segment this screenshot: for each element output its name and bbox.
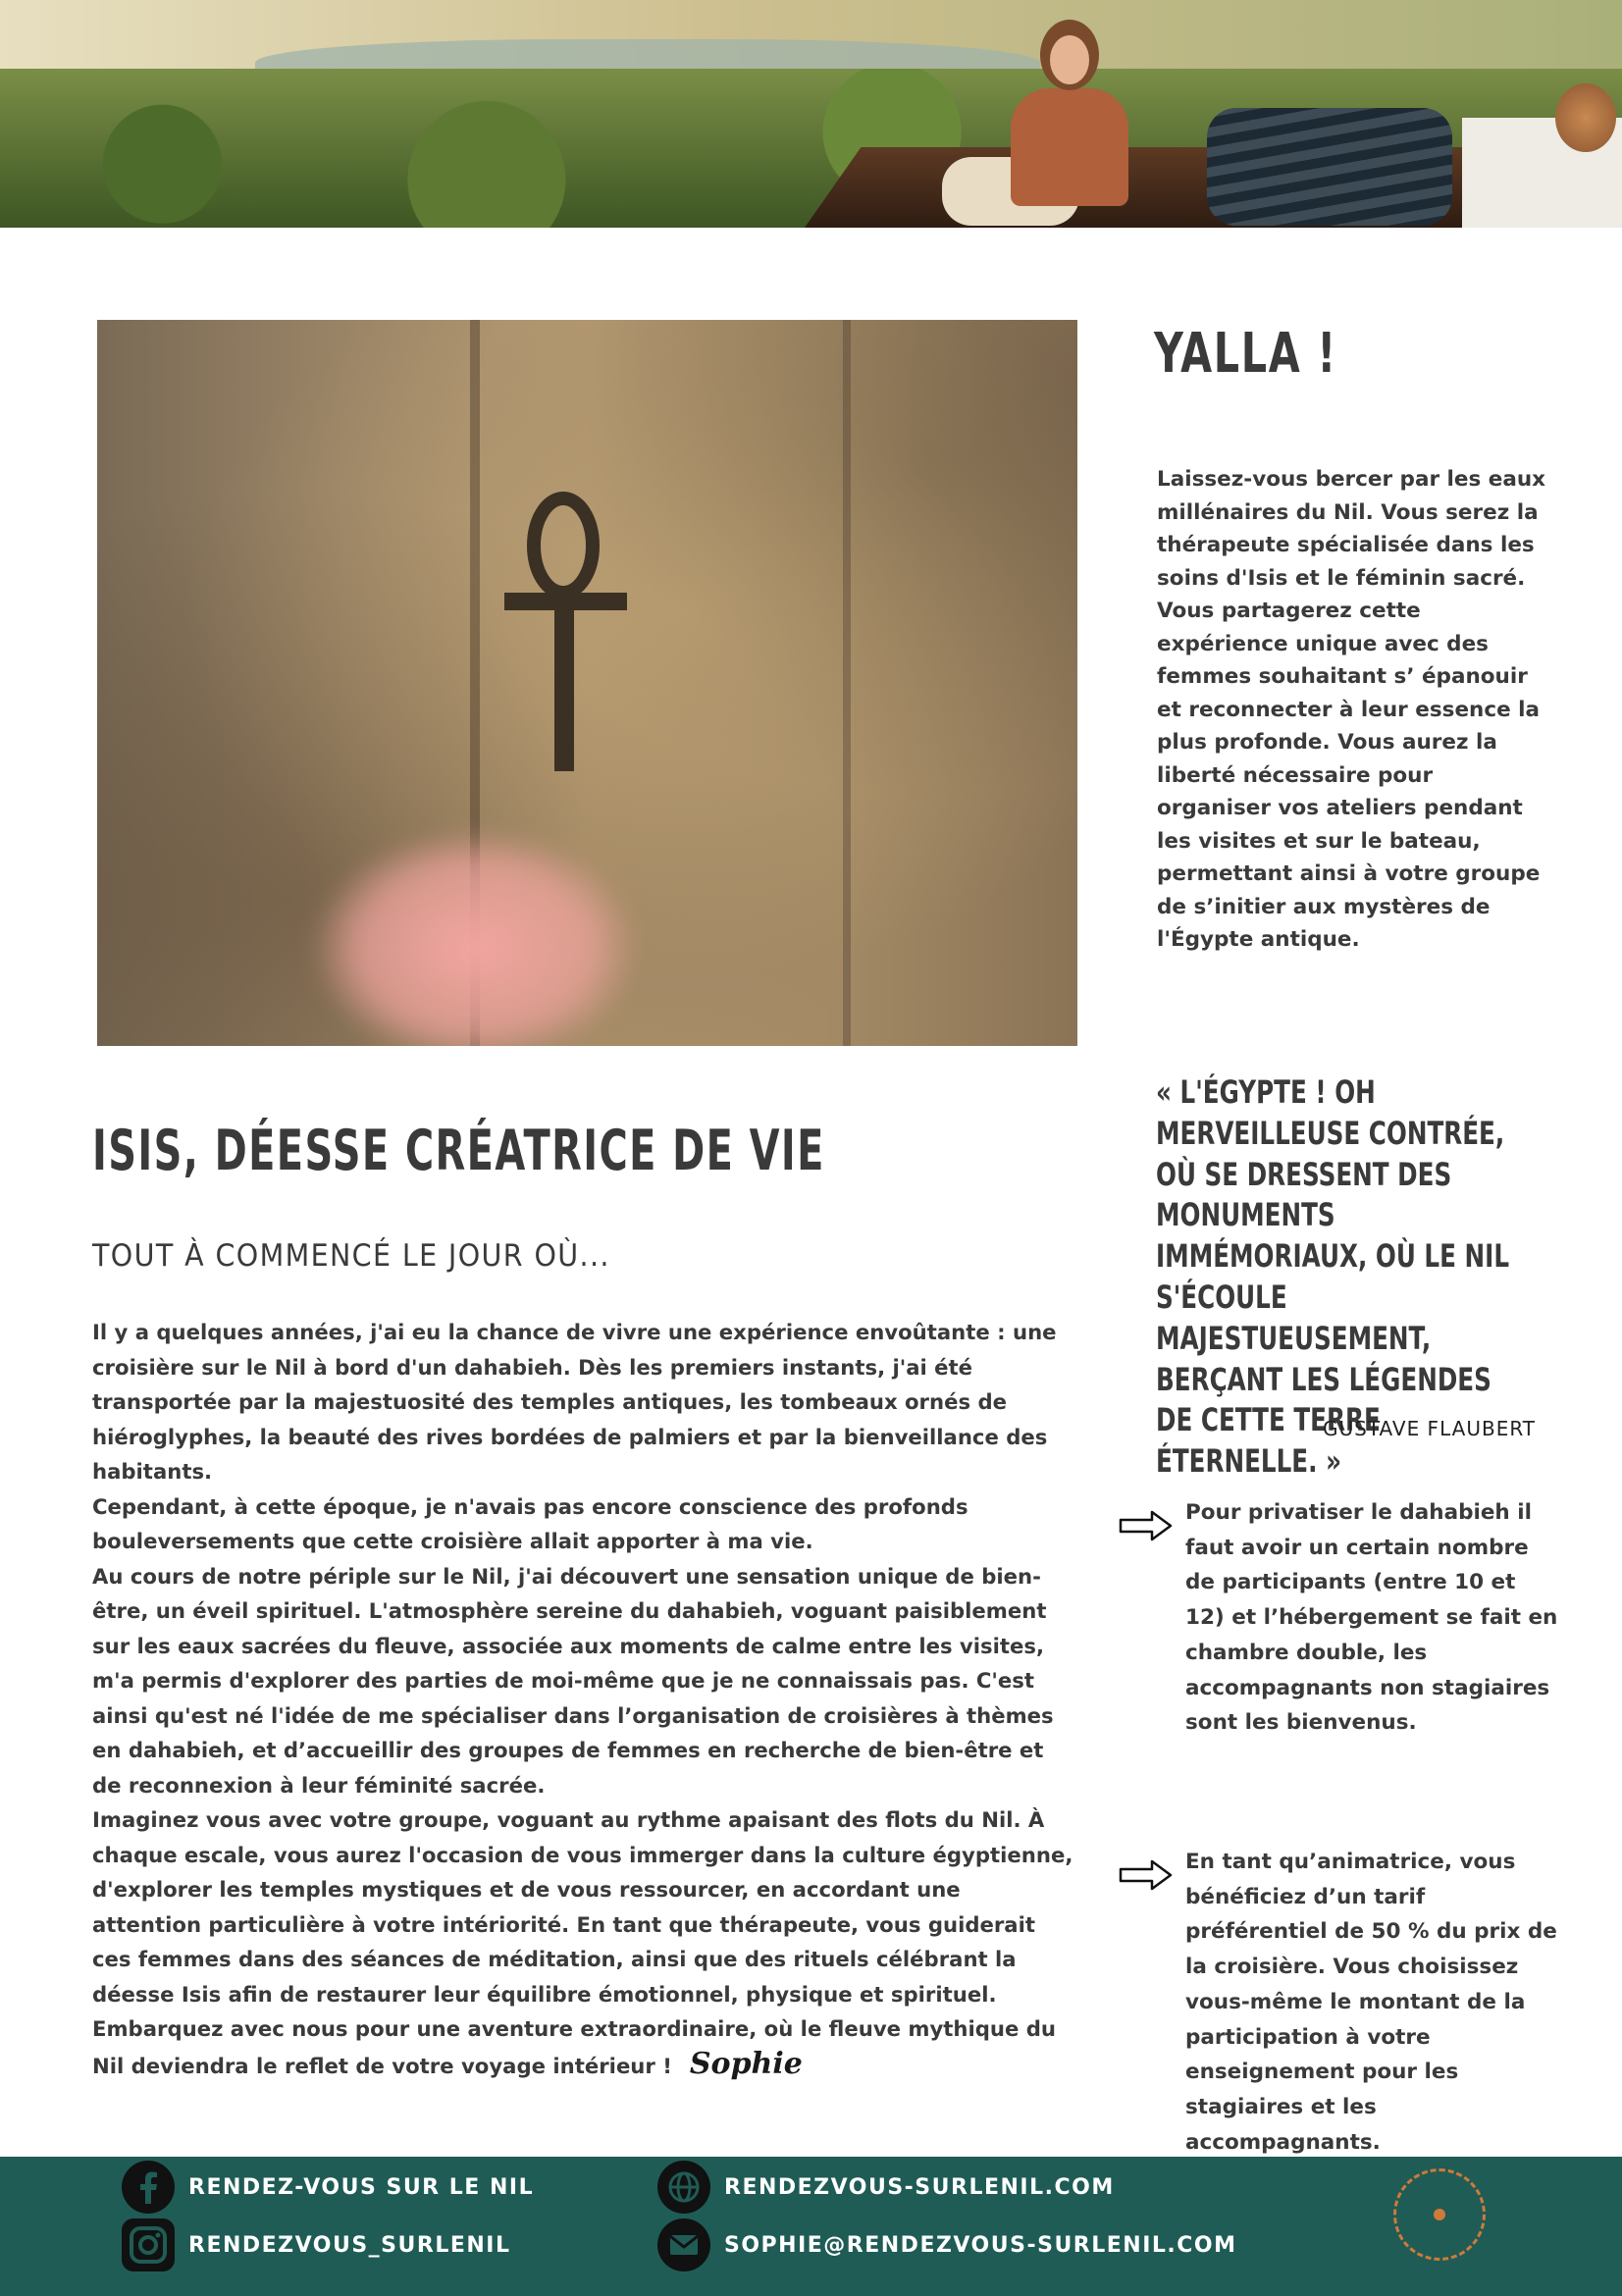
logo-badge <box>1393 2168 1486 2261</box>
ankh-carving <box>499 487 647 781</box>
note-text: En tant qu’animatrice, vous bénéficiez d’un tarif préférentiel de 50 % du prix de la croisière. Vous choisissez vous-même le montant de la participation à votre enseignement pour les stagiaires et les accompagnants. <box>1185 1850 1557 2155</box>
signature: Sophie <box>689 2046 803 2081</box>
article-paragraph: Il y a quelques années, j'ai eu la chance de vivre une expérience envoûtante : une croisière sur le Nil à bord d'un dahabieh. Dès les premiers instants, j'ai été transportée par la majestuosité des temples antiques, les tombeaux ornés de hiéroglyphes, la beauté des rives bordées de palmiers et par la bienveillance des habitants. <box>92 1320 1057 1484</box>
note-text: Pour privatiser le dahabieh il faut avoir un certain nombre de participants (entre 10 et 12) et l’hébergement se fait en chambre double, les accompagnants non stagiaires sont les bienvenus. <box>1185 1500 1558 1736</box>
mail-icon <box>657 2218 710 2271</box>
arrow-right-icon <box>1119 1509 1174 1542</box>
article-paragraph-last <box>92 2011 1073 2083</box>
sidebar-intro-text: Laissez-vous bercer par les eaux millénaires du Nil. Vous serez la thérapeute spécialisée dans les soins d'Isis et le féminin sacré. Vous partagerez cette expérience unique avec des femmes souhaitant s’ épanouir et reconnecter à leur essence la plus profonde. Vous aurez la liberté nécessaire pour organiser vos ateliers pendant les visites et sur le bateau, permettant ainsi à votre groupe de s’initier aux mystères de l'Égypte antique. <box>1157 467 1546 952</box>
arrow-right-icon <box>1119 1858 1174 1892</box>
sidebar-heading: YALLA ! <box>1154 322 1337 386</box>
facebook-label: RENDEZ-VOUS SUR LE NIL <box>188 2174 535 2200</box>
article-title: ISIS, DÉESSE CRÉATRICE DE VIE <box>92 1119 825 1183</box>
article-subtitle: TOUT À COMMENCÉ LE JOUR OÙ... <box>92 1238 610 1274</box>
facebook-link[interactable] <box>122 2161 534 2214</box>
article-paragraph: Embarquez avec nous pour une aventure extraordinaire, où le fleuve mythique du Nil deviendra le reflet de votre voyage intérieur ! <box>92 2016 1057 2078</box>
instagram-link[interactable] <box>122 2218 511 2271</box>
website-label: RENDEZVOUS-SURLENIL.COM <box>724 2174 1115 2200</box>
article-body <box>92 1315 1073 2083</box>
article-paragraph: Cependant, à cette époque, je n'avais pas encore conscience des profonds bouleversements que cette croisière allait apporter à ma vie. <box>92 1493 968 1553</box>
info-note-privatisation <box>1119 1495 1570 1741</box>
article-paragraph: Au cours de notre périple sur le Nil, j'ai découvert une sensation unique de bien-être, un éveil spirituel. L'atmosphère sereine du dahabieh, voguant paisiblement sur les eaux sacrées du fleuve, associée aux moments de calme entre les visites, m'a permis d'explorer des parties de moi-même que je ne connaissais pas. C'est ainsi qu'est né l'idée de me spécialiser dans l’organisation de croisières à thèmes en dahabieh, et d’accueillir des groupes de femmes en recherche de bien-être et de reconnexion à leur féminité sacrée. <box>92 1563 1054 1798</box>
quote-author: GUSTAVE FLAUBERT <box>1322 1417 1536 1440</box>
website-link[interactable] <box>657 2161 1115 2214</box>
email-link[interactable] <box>657 2218 1237 2271</box>
ankh-wall-photo <box>97 320 1077 1046</box>
globe-icon <box>657 2161 710 2214</box>
flaubert-quote: « L'ÉGYPTE ! OH MERVEILLEUSE CONTRÉE, OÙ SE DRESSENT DES MONUMENTS IMMÉMORIAUX, OÙ LE NIL S'ÉCOULE MAJESTUEUSEMENT, BERÇANT LES LÉGENDES DE CETTE TERRE ÉTERNELLE. » <box>1156 1073 1510 1481</box>
instagram-label: RENDEZVOUS_SURLENIL <box>188 2232 511 2258</box>
email-label: SOPHIE@RENDEZVOUS-SURLENIL.COM <box>724 2232 1237 2258</box>
info-note-tarif <box>1119 1845 1570 2160</box>
facebook-icon <box>122 2161 175 2214</box>
hero-banner-image <box>0 0 1622 228</box>
article-paragraph: Imaginez vous avec votre groupe, voguant au rythme apaisant des flots du Nil. À chaque escale, vous aurez l'occasion de vous immerger dans la culture égyptienne, d'explorer les temples mystiques et de vous ressourcer, en accordant une attention particulière à votre intériorité. En tant que thérapeute, vous guiderait ces femmes dans des séances de méditation, ainsi que des rituels célébrant la déesse Isis afin de restaurer leur équilibre émotionnel, physique et spirituel. <box>92 1807 1073 2007</box>
instagram-icon <box>122 2218 175 2271</box>
